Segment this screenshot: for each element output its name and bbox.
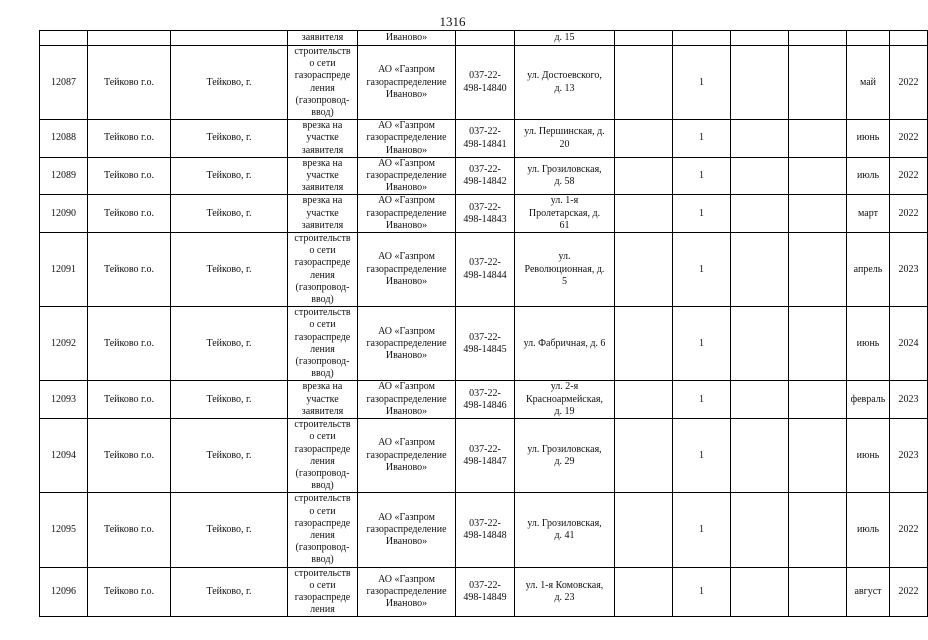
municipality-cell [88,157,171,195]
month-cell [847,419,890,493]
application-number-cell [456,233,515,307]
municipality-cell-text: Тейково г.о. [104,76,154,88]
year-cell-text: 2022 [898,207,919,219]
organization-cell-text: АО «Газпром газораспределение Иваново» [366,325,447,361]
organization-cell-text: АО «Газпром газораспределение Иваново» [366,251,447,287]
municipality-cell-text: Тейково г.о. [104,263,154,275]
settlement-cell [171,46,288,120]
organization-cell [358,493,456,567]
month-cell-text: февраль [850,393,886,405]
application-number-cell-text: 037-22- 498-14849 [463,579,507,603]
empty-cell-1 [615,419,673,493]
empty-cell-2 [731,419,789,493]
address-cell-text: ул. Грозиловская, д. 41 [527,517,602,541]
month-cell-text: июль [856,523,880,535]
empty-cell-3 [789,120,847,158]
month-cell [847,381,890,419]
municipality-cell-text: Тейково г.о. [104,207,154,219]
empty-cell-2 [731,381,789,419]
work-type-cell-text: строительств о сети газораспреде ления (газопровод- ввод) [294,493,351,566]
address-cell [515,419,615,493]
application-number-cell [456,381,515,419]
municipality-cell [88,381,171,419]
work-type-cell [288,307,358,381]
application-number-cell-text: 037-22- 498-14843 [463,201,507,225]
application-number-cell-text: 037-22- 498-14840 [463,70,507,94]
table-row [40,120,928,158]
work-type-cell-text: заявителя [301,31,344,43]
quantity-cell-text: 1 [699,207,704,219]
address-cell-text: ул. 1-я Пролетарская, д. 61 [528,195,601,231]
application-number-cell [456,307,515,381]
year-cell-text: 2022 [898,170,919,182]
empty-cell-3 [789,233,847,307]
row-number-cell [40,493,88,567]
organization-cell-text: АО «Газпром газораспределение Иваново» [366,437,447,473]
quantity-cell [673,381,731,419]
month-cell-text: июнь [856,132,880,144]
quantity-cell-text: 1 [699,337,704,349]
municipality-cell-text: Тейково г.о. [104,585,154,597]
empty-cell-3 [789,307,847,381]
settlement-cell [171,31,288,46]
settlement-cell-text: Тейково, г. [206,76,252,88]
work-type-cell [288,195,358,233]
row-number-cell [40,31,88,46]
settlement-cell-text: Тейково, г. [206,585,252,597]
address-cell-text: д. 15 [554,31,575,43]
work-type-cell-text: врезка на участке заявителя [301,381,344,417]
address-cell [515,195,615,233]
month-cell-text: август [854,585,882,597]
quantity-cell-text: 1 [699,132,704,144]
table-row [40,567,928,617]
empty-cell-2 [731,120,789,158]
settlement-cell-text: Тейково, г. [206,207,252,219]
continuation-row [40,31,928,46]
year-cell-text: 2022 [898,523,919,535]
month-cell-text: июнь [856,449,880,461]
row-number-cell-text: 12089 [51,170,76,182]
table-row [40,493,928,567]
row-number-cell-text: 12092 [51,337,76,349]
row-number-cell-text: 12095 [51,523,76,535]
organization-cell [358,195,456,233]
row-number-cell [40,195,88,233]
row-number-cell [40,307,88,381]
application-number-cell-text: 037-22- 498-14841 [463,126,507,150]
organization-cell [358,46,456,120]
municipality-cell-text: Тейково г.о. [104,393,154,405]
address-cell [515,493,615,567]
quantity-cell [673,233,731,307]
organization-cell-text: Иваново» [385,31,428,43]
organization-cell [358,567,456,617]
municipality-cell-text: Тейково г.о. [104,337,154,349]
work-type-cell [288,46,358,120]
month-cell [847,157,890,195]
organization-cell-text: АО «Газпром газораспределение Иваново» [366,381,447,417]
register-table [39,30,928,617]
empty-cell-3 [789,493,847,567]
organization-cell [358,419,456,493]
table-row [40,233,928,307]
year-cell-text: 2022 [898,132,919,144]
application-number-cell-text: 037-22- 498-14848 [463,517,507,541]
work-type-cell-text: строительств о сети газораспреде ления (газопровод- ввод) [294,307,351,380]
table-row [40,307,928,381]
month-cell [847,567,890,617]
application-number-cell-text: 037-22- 498-14844 [463,257,507,281]
municipality-cell [88,493,171,567]
empty-cell-1 [615,195,673,233]
work-type-cell [288,157,358,195]
municipality-cell [88,419,171,493]
work-type-cell-text: строительств о сети газораспреде ления (газопровод- ввод) [294,46,351,119]
organization-cell [358,381,456,419]
empty-cell-3 [789,157,847,195]
application-number-cell-text: 037-22- 498-14846 [463,387,507,411]
municipality-cell [88,120,171,158]
page-number: 1316 [439,14,466,29]
row-number-cell [40,157,88,195]
organization-cell [358,31,456,46]
row-number-cell [40,419,88,493]
settlement-cell-text: Тейково, г. [206,337,252,349]
municipality-cell [88,31,171,46]
month-cell-text: март [858,207,878,219]
address-cell-text: ул. Революционная, д. 5 [524,251,605,287]
empty-cell-2 [731,157,789,195]
empty-cell-1 [615,381,673,419]
table-row [40,195,928,233]
address-cell [515,567,615,617]
settlement-cell-text: Тейково, г. [206,523,252,535]
empty-cell-2 [731,493,789,567]
work-type-cell-text: строительств о сети газораспреде ления [294,567,351,616]
application-number-cell-text: 037-22- 498-14845 [463,331,507,355]
year-cell [890,157,928,195]
organization-cell-text: АО «Газпром газораспределение Иваново» [366,120,447,156]
month-cell [847,233,890,307]
empty-cell-2 [731,307,789,381]
year-cell [890,46,928,120]
row-number-cell-text: 12094 [51,449,76,461]
work-type-cell-text: врезка на участке заявителя [301,157,344,194]
quantity-cell-text: 1 [699,585,704,597]
year-cell [890,567,928,617]
empty-cell-2 [731,46,789,120]
address-cell [515,381,615,419]
month-cell [847,46,890,120]
application-number-cell [456,46,515,120]
settlement-cell [171,307,288,381]
application-number-cell [456,195,515,233]
quantity-cell-text: 1 [699,170,704,182]
year-cell [890,493,928,567]
address-cell-text: ул. Достоевского, д. 13 [527,70,602,94]
year-cell-text: 2023 [898,393,919,405]
empty-cell-1 [615,46,673,120]
quantity-cell [673,157,731,195]
application-number-cell [456,157,515,195]
settlement-cell [171,381,288,419]
row-number-cell [40,233,88,307]
empty-cell-3 [789,195,847,233]
address-cell [515,157,615,195]
month-cell-text: июнь [856,337,880,349]
settlement-cell-text: Тейково, г. [206,263,252,275]
empty-cell-3 [789,381,847,419]
empty-cell-3 [789,419,847,493]
table-row [40,381,928,419]
work-type-cell [288,31,358,46]
year-cell-text: 2023 [898,263,919,275]
quantity-cell [673,46,731,120]
row-number-cell [40,46,88,120]
work-type-cell [288,120,358,158]
address-cell-text: ул. 2-я Красноармейская, д. 19 [526,381,603,417]
quantity-cell [673,419,731,493]
address-cell-text: ул. Грозиловская, д. 58 [527,163,602,188]
empty-cell-1 [615,31,673,46]
row-number-cell [40,381,88,419]
row-number-cell-text: 12093 [51,393,76,405]
row-number-cell-text: 12088 [51,132,76,144]
municipality-cell-text: Тейково г.о. [104,523,154,535]
year-cell-text: 2022 [898,585,919,597]
address-cell-text: ул. Фабричная, д. 6 [523,337,606,349]
organization-cell [358,157,456,195]
organization-cell-text: АО «Газпром газораспределение Иваново» [366,573,447,610]
application-number-cell [456,31,515,46]
year-cell-text: 2024 [898,337,919,349]
quantity-cell [673,31,731,46]
settlement-cell [171,233,288,307]
work-type-cell [288,567,358,617]
address-cell-text: ул. Першинская, д. 20 [524,126,605,150]
year-cell-text: 2022 [898,76,919,88]
empty-cell-2 [731,195,789,233]
month-cell-text: май [859,76,877,88]
settlement-cell-text: Тейково, г. [206,393,252,405]
row-number-cell [40,120,88,158]
quantity-cell [673,493,731,567]
month-cell [847,120,890,158]
municipality-cell-text: Тейково г.о. [104,132,154,144]
application-number-cell-text: 037-22- 498-14847 [463,443,507,467]
month-cell [847,195,890,233]
empty-cell-3 [789,31,847,46]
quantity-cell-text: 1 [699,449,704,461]
municipality-cell-text: Тейково г.о. [104,449,154,461]
row-number-cell-text: 12091 [51,263,76,275]
application-number-cell [456,493,515,567]
empty-cell-1 [615,307,673,381]
settlement-cell [171,419,288,493]
settlement-cell [171,493,288,567]
empty-cell-3 [789,46,847,120]
quantity-cell [673,195,731,233]
application-number-cell [456,419,515,493]
month-cell-text: апрель [853,263,883,275]
work-type-cell [288,233,358,307]
settlement-cell-text: Тейково, г. [206,132,252,144]
application-number-cell [456,567,515,617]
empty-cell-1 [615,120,673,158]
settlement-cell [171,567,288,617]
work-type-cell-text: врезка на участке заявителя [301,120,344,156]
settlement-cell [171,157,288,195]
year-cell [890,31,928,46]
settlement-cell-text: Тейково, г. [206,170,252,182]
address-cell [515,46,615,120]
month-cell [847,31,890,46]
year-cell [890,307,928,381]
organization-cell [358,307,456,381]
municipality-cell [88,567,171,617]
organization-cell-text: АО «Газпром газораспределение Иваново» [366,511,447,548]
municipality-cell [88,233,171,307]
table-row [40,46,928,120]
month-cell [847,307,890,381]
address-cell [515,31,615,46]
quantity-cell [673,120,731,158]
municipality-cell-text: Тейково г.о. [104,170,154,182]
quantity-cell-text: 1 [699,523,704,535]
year-cell-text: 2023 [898,449,919,461]
work-type-cell-text: врезка на участке заявителя [301,195,344,231]
municipality-cell [88,307,171,381]
year-cell [890,195,928,233]
settlement-cell-text: Тейково, г. [206,449,252,461]
year-cell [890,233,928,307]
quantity-cell [673,307,731,381]
organization-cell-text: АО «Газпром газораспределение Иваново» [366,64,447,100]
organization-cell [358,120,456,158]
row-number-cell-text: 12096 [51,585,76,597]
empty-cell-1 [615,567,673,617]
quantity-cell [673,567,731,617]
address-cell-text: ул. 1-я Комовская, д. 23 [525,579,604,603]
month-cell [847,493,890,567]
empty-cell-1 [615,493,673,567]
settlement-cell [171,195,288,233]
settlement-cell [171,120,288,158]
municipality-cell [88,46,171,120]
table-row [40,157,928,195]
empty-cell-2 [731,567,789,617]
empty-cell-1 [615,233,673,307]
year-cell [890,381,928,419]
municipality-cell [88,195,171,233]
empty-cell-2 [731,233,789,307]
table-row [40,419,928,493]
organization-cell-text: АО «Газпром газораспределение Иваново» [366,195,447,231]
address-cell [515,307,615,381]
row-number-cell [40,567,88,617]
quantity-cell-text: 1 [699,263,704,275]
work-type-cell [288,419,358,493]
application-number-cell-text: 037-22- 498-14842 [463,163,507,188]
empty-cell-1 [615,157,673,195]
month-cell-text: июль [856,170,880,182]
address-cell [515,120,615,158]
address-cell [515,233,615,307]
work-type-cell [288,493,358,567]
address-cell-text: ул. Грозиловская, д. 29 [527,443,602,467]
work-type-cell-text: строительств о сети газораспреде ления (газопровод- ввод) [294,419,351,492]
row-number-cell-text: 12090 [51,207,76,219]
application-number-cell [456,120,515,158]
organization-cell [358,233,456,307]
quantity-cell-text: 1 [699,76,704,88]
work-type-cell-text: строительств о сети газораспреде ления (газопровод- ввод) [294,233,351,306]
row-number-cell-text: 12087 [51,76,76,88]
year-cell [890,120,928,158]
empty-cell-2 [731,31,789,46]
work-type-cell [288,381,358,419]
organization-cell-text: АО «Газпром газораспределение Иваново» [366,157,447,194]
year-cell [890,419,928,493]
empty-cell-3 [789,567,847,617]
quantity-cell-text: 1 [699,393,704,405]
